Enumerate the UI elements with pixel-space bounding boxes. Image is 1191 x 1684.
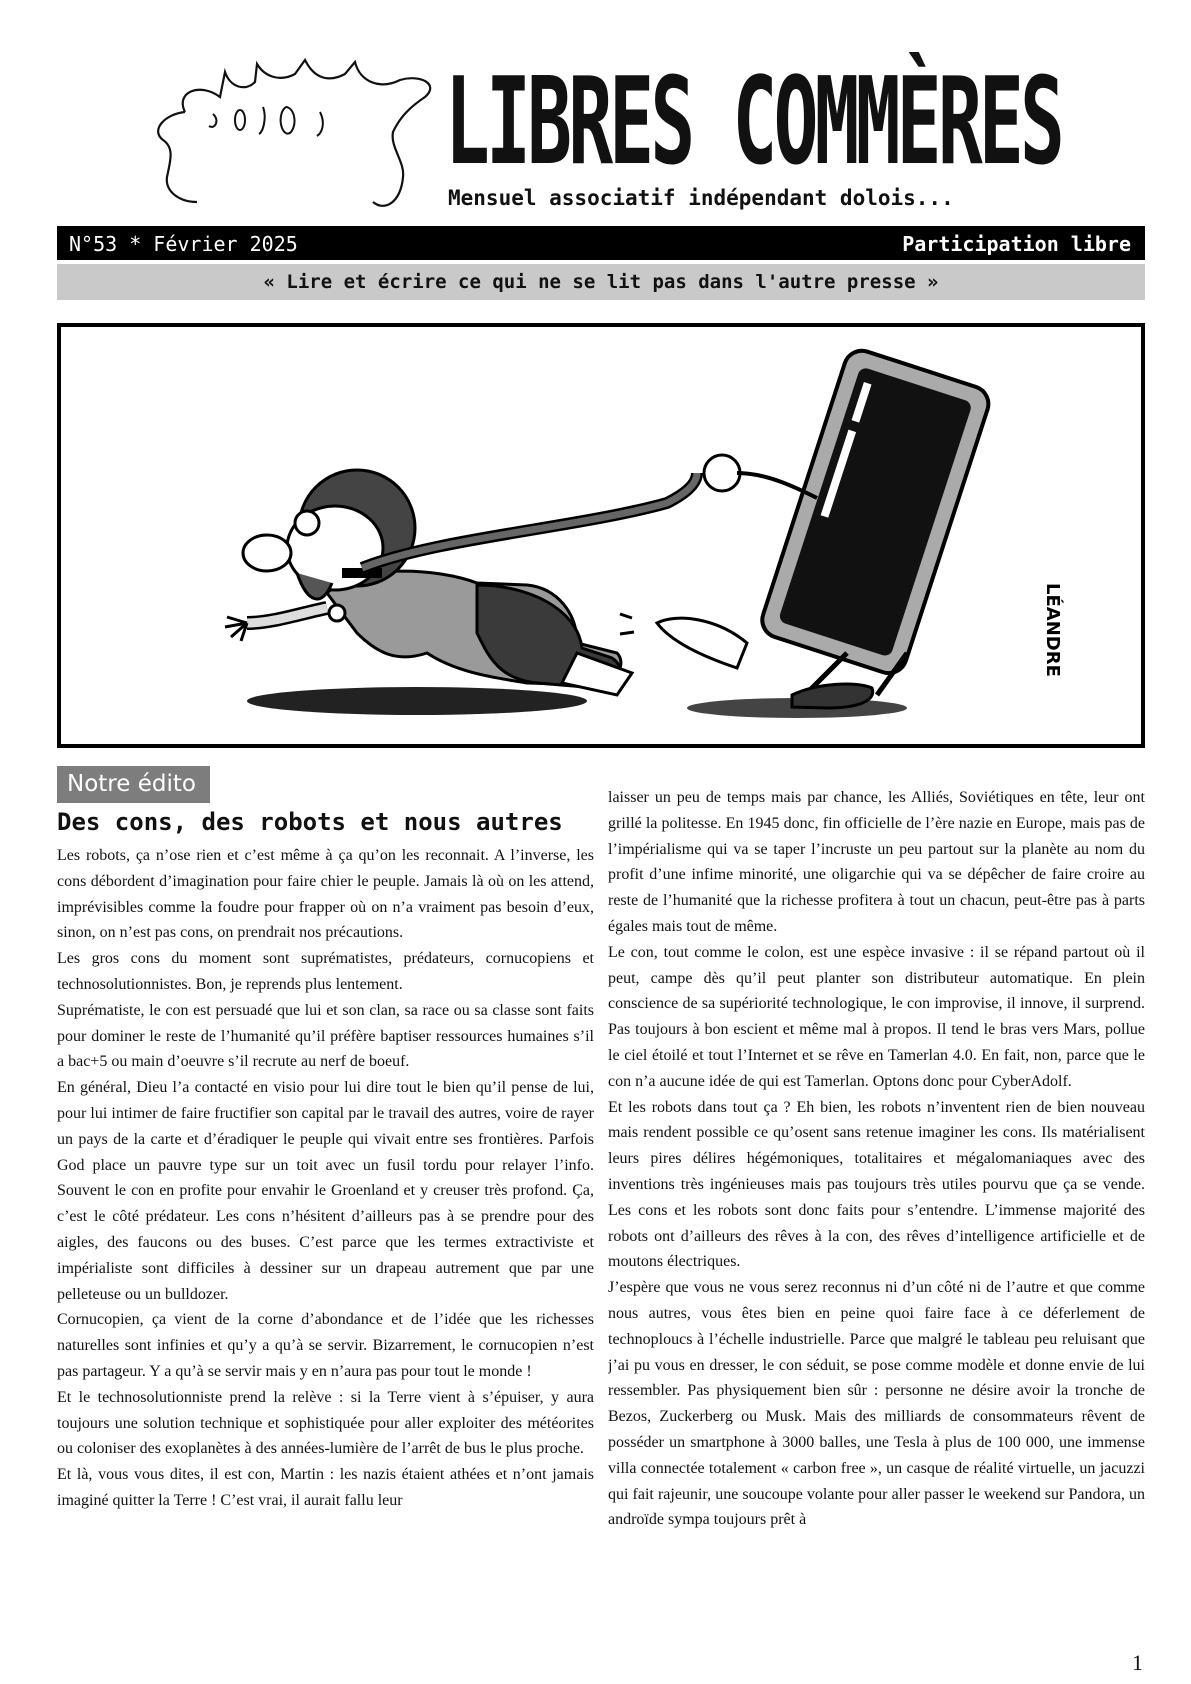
issue-number: N°53 * Février 2025 — [69, 232, 298, 256]
paragraph: Les robots, ça n’ose rien et c’est même à ça qu’on les reconnait. A l’inverse, les cons débordent d’imagination pour faire chier le peuple. Jamais là où on les attend, imprévisibles comme la foudre pour frapper où on n’a vraiment pas besoin d’eux, sinon, on n’est pas cons, on prendrait nos précautions. — [57, 847, 594, 942]
paragraph: laisser un peu de temps mais par chance, les Alliés, Soviétiques en tête, leur ont grillé la politesse. En 1945 donc, fin officielle de l’ère nazie en Europe, mais pas de l’impérialisme qui va se taper l’incruste un peu partout sur la planète au nom du profit d’une infime minorité, une oligarchie qui va se dépêcher de faire croire au reste de l’humanité que la richesse profitera à tout un chacun, peut-être pas à parts égales mais tout de même. — [608, 789, 1145, 935]
cartoon-signature: LÉANDRE — [1042, 583, 1063, 677]
paragraph: J’espère que vous ne vous serez reconnus ni d’un côté ni de l’autre et que comme nous autres, vous êtes bien en peine quoi faire face à ce déferlement de technoploucs à l’échelle industrielle. Parce que malgré le tableau peu reluisant que j’ai pu vous en dresser, le con séduit, se pose comme modèle et donne envie de lui ressembler. Pas physiquement bien sûr : personne ne désire avoir la tronche de Bezos, Zuckerberg ou Musk. Mais des milliards de consommateurs rêvent de posséder un smartphone à 3000 balles, une Tesla à plus de 100 000, une immense villa connectée totalement « carbon free », un casque de réalité virtuelle, un jacuzzi qui fait rajeunir, une soucoupe volante pour aller passer le weekend sur Pandora, un androïde sympa toujours prêt à — [608, 1279, 1145, 1529]
paragraph: Cornucopien, ça vient de la corne d’abondance et de l’idée que les richesses naturelles sont infinies et qu’y a qu’à se servir. Bizarrement, le cornucopien n’est pas partageur. Y a qu’à se servir mais y en n’aura pas pour tout le monde ! — [57, 1311, 594, 1380]
logo-drawing — [145, 52, 445, 222]
section-label: Notre édito — [57, 766, 210, 803]
paragraph: Et là, vous vous dites, il est con, Martin : les nazis étaient athées et n’ont jamais imaginé quitter la Terre ! C’est vrai, il aurait fallu leur — [57, 1466, 594, 1509]
masthead-subtitle: Mensuel associatif indépendant dolois... — [448, 186, 954, 210]
paragraph: Suprématiste, le con est persuadé que lui et son clan, sa race ou sa classe sont faits pour dominer le reste de l’humanité qu’il préfère baptiser ressources humaines s’il a bac+5 ou main d’oeuvre s’il recrute au nerf de boeuf. — [57, 1001, 594, 1071]
paragraph: Le con, tout comme le colon, est une espèce invasive : il se répand partout où il peut, campe dès qu’il peut planter son distributeur automatique. En plein conscience de sa supériorité technologique, le con improvise, il innove, il surprend. Pas toujours à bon escient et même mal à propos. Il tend le bras vers Mars, pollue le ciel étoilé et tout l’Internet et se rêve en Tamerlan 4.0. En fait, non, parce que le con n’a aucune idée de qui est Tamerlan. Optons donc pour CyberAdolf. — [608, 943, 1145, 1090]
paragraph: Les gros cons du moment sont suprématistes, prédateurs, cornucopiens et technosolutionnistes. Bon, je reprends plus lentement. — [57, 950, 594, 993]
masthead-title: LIBRES COMMÈRES — [445, 53, 1062, 192]
motto-banner: « Lire et écrire ce qui ne se lit pas dans l'autre presse » — [57, 264, 1145, 300]
paragraph: Et les robots dans tout ça ? Eh bien, les robots n’inventent rien de bien nouveau mais rendent possible ce qu’osent sans retenue imaginer les cons. Ils matérialisent leurs pires délires hégémoniques, totalitaires et mégalomaniaques avec des inventions très ingénieuses mais pas toujours très utiles pourvu que ça se vende. Les cons et les robots sont donc faits pour s’entendre. L’immense majorité des robots ont d’ailleurs des rêves à la con, des rêves d’intelligence artificielle et de moutons électriques. — [608, 1098, 1145, 1271]
article-column-1 — [57, 843, 594, 1656]
cartoon-illustration — [57, 323, 1145, 748]
paragraph: Et le technosolutionniste prend la relève : si la Terre vient à s’épuiser, y aura toujours une solution technique et sophistiquée pour aller exploiter des météorites ou coloniser des exoplanètes à des années-lumière de l’arrêt de bus le plus proche. — [57, 1388, 594, 1458]
article-headline: Des cons, des robots et nous autres — [57, 808, 563, 836]
article-column-2 — [608, 785, 1145, 1656]
price-label: Participation libre — [902, 232, 1131, 256]
issue-bar — [57, 226, 1145, 260]
page-number: 1 — [1132, 1650, 1143, 1675]
paragraph: En général, Dieu l’a contacté en visio pour lui dire tout le bien qu’il pense de lui, pour lui intimer de faire fructifier son capital par le travail des autres, voire de rayer un pays de la carte et d’éradiquer le peuple qui vivait entre ses frontières. Parfois God place un pauvre type sur un toit avec un fusil tordu pour relayer l’info. Souvent le con en profite pour envahir le Groenland et y creuser très profond. Ça, c’est le côté prédateur. Les cons n’hésitent d’ailleurs pas à se prendre pour des aigles, des faucons ou des buses. C’est parce que les termes extractiviste et impérialiste sont difficiles à dessiner sur un drapeau autrement que par une pelleteuse ou un bulldozer. — [57, 1079, 594, 1303]
